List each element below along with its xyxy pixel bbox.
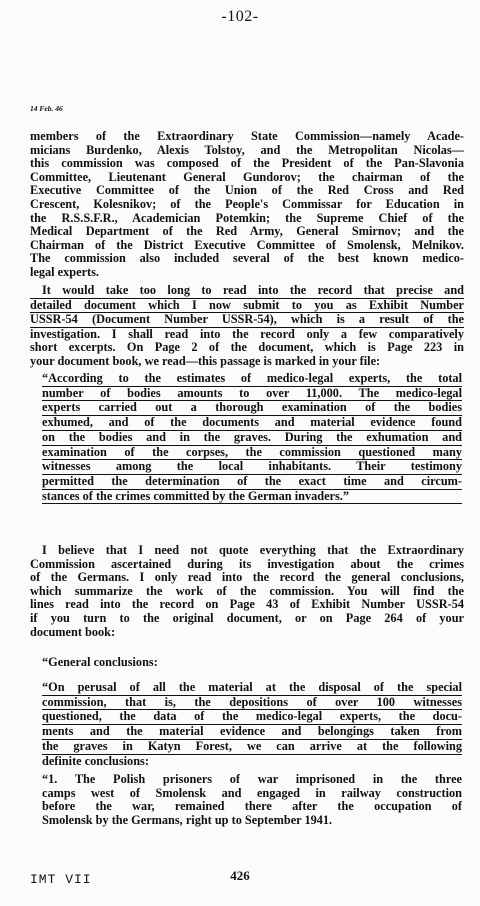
quote-line: ments and the material evidence and belongings taken from <box>42 725 462 739</box>
quote-3 <box>42 773 462 828</box>
footer-volume: IMT VII <box>30 872 92 887</box>
text-line: Executive Committee of the Union of the Red Cross and Red <box>30 184 464 198</box>
text-line: legal experts. <box>30 265 99 279</box>
quote-1 <box>42 372 462 504</box>
paragraph-3 <box>30 544 464 639</box>
text-line: The commission also included several of the best known medico- <box>30 252 464 266</box>
text-line: detailed document which I now submit to you as Exhibit Number <box>30 298 464 312</box>
page-number: -102- <box>221 8 259 25</box>
text-line: Crescent, Kolesnikov; of the People's Commissar for Education in <box>30 197 464 211</box>
quote-line: camps west of Smolensk and engaged in railway construction <box>42 786 462 800</box>
quote-line: Smolensk by the Germans, right up to September 1941. <box>42 814 333 828</box>
text-line: of the Germans. I only read into the record the general conclusions, <box>30 571 464 585</box>
text-line: Medical Department of the Red Army, General Smirnov; and the <box>30 225 464 239</box>
quote-line: commission, that is, the depositions of over 100 witnesses <box>42 695 462 709</box>
quote-line: “General conclusions: <box>42 656 158 669</box>
text-line: investigation. I shall read into the record only a few comparatively <box>30 327 464 341</box>
quote-line: stances of the crimes committed by the German invaders.” <box>42 490 462 505</box>
text-line: document book: <box>30 625 116 639</box>
text-line: Committee, Lieutenant General Gundorov; the chairman of the <box>30 170 464 184</box>
paragraph-1 <box>30 130 464 280</box>
text-line: USSR-54 (Document Number USSR-54), which is a result of the <box>30 313 464 327</box>
paragraph-2 <box>30 284 464 369</box>
text-line: which summarize the work of the commission. You will find the <box>30 584 464 598</box>
quote-line: permitted the determination of the exact time and circum- <box>42 474 462 488</box>
text-line: if you turn to the original document, or on Page 264 of your <box>30 611 464 625</box>
text-line: the R.S.S.F.R., Academician Potemkin; the Supreme Chief of the <box>30 211 464 225</box>
quote-line: “According to the estimates of medico-legal experts, the total <box>42 372 462 385</box>
quote-line: “1. The Polish prisoners of war imprisoned in the three <box>42 773 462 786</box>
date-label: 14 Feb. 46 <box>30 104 63 113</box>
text-line: this commission was composed of the President of the Pan-Slavonia <box>30 157 464 171</box>
quote-line: examination of the corpses, the commission questioned many <box>42 445 462 459</box>
quote-2 <box>42 681 462 768</box>
quote-line: definite conclusions: <box>42 754 149 768</box>
quote-line: before the war, remained there after the occupation of <box>42 800 462 814</box>
text-line: your document book, we read—this passage is marked in your file: <box>30 354 381 368</box>
quote-line: exhumed, and of the documents and material evidence found <box>42 416 462 430</box>
footer-page-number: 426 <box>230 868 250 883</box>
text-line: It would take too long to read into the record that precise and <box>30 284 464 299</box>
text-line: lines read into the record on Page 43 of Exhibit Number USSR-54 <box>30 598 464 612</box>
text-line: I believe that I need not quote everything that the Extraordinary <box>42 544 464 557</box>
quote-line: experts carried out a thorough examination of the bodies <box>42 401 462 415</box>
quote-line: on the bodies and in the graves. During the exhumation and <box>42 430 462 444</box>
quote-line: the graves in Katyn Forest, we can arrive at the following <box>42 739 462 753</box>
quote-line: “On perusal of all the material at the disposal of the special <box>42 681 462 694</box>
text-line: Chairman of the District Executive Committee of Smolensk, Melnikov. <box>30 238 464 252</box>
text-line: short excerpts. On Page 2 of the document, which is Page 223 in <box>30 341 464 355</box>
text-line: members of the Extraordinary State Commission—namely Acade- <box>30 130 464 143</box>
quote-line: questioned, the data of the medico-legal experts, the docu- <box>42 710 462 724</box>
text-line: Commission ascertained during its investigation about the crimes <box>30 557 464 571</box>
text-line: micians Burdenko, Alexis Tolstoy, and the Metropolitan Nicolas— <box>30 143 464 157</box>
quote-line: number of bodies amounts to over 11,000. The medico-legal <box>42 386 462 400</box>
general-conclusions <box>42 656 462 670</box>
quote-line: witnesses among the local inhabitants. Their testimony <box>42 460 462 474</box>
